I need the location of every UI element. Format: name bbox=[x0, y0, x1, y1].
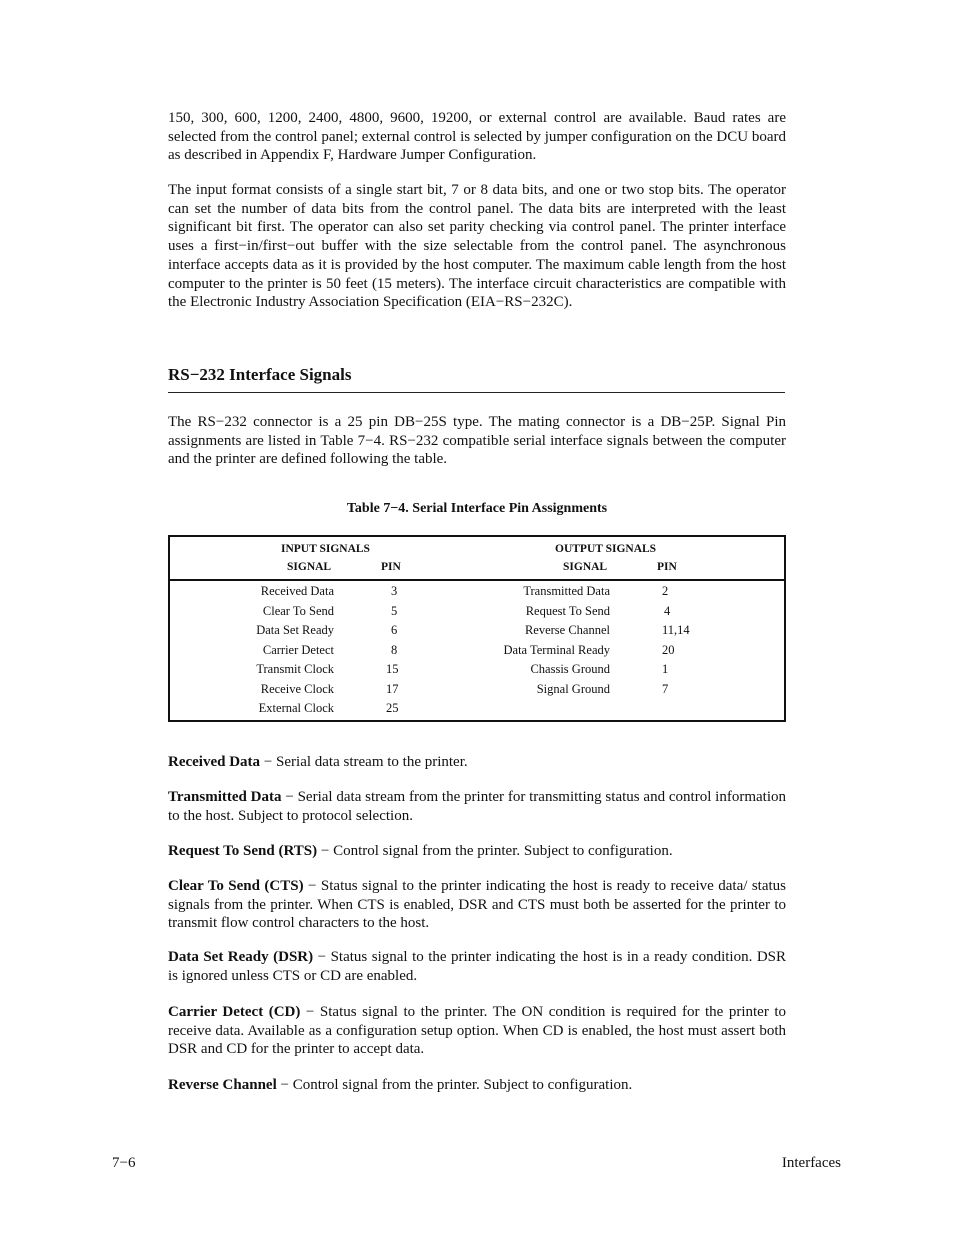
definition-separator: − bbox=[303, 878, 321, 894]
definition-separator: − bbox=[300, 1004, 320, 1020]
table-caption: Table 7−4. Serial Interface Pin Assignments bbox=[346, 501, 608, 516]
output-pin-column-header: PIN bbox=[657, 561, 677, 573]
heading-rule bbox=[168, 392, 785, 393]
output-signal-cell: Signal Ground bbox=[536, 682, 610, 696]
definition-reverse-channel bbox=[168, 1076, 786, 1095]
definition-separator: − bbox=[281, 789, 298, 805]
definition-text: Status signal to the printer indicating the host is in a ready condition. DSR is ignored unless CTS or CD are enabled. bbox=[168, 949, 787, 984]
section-heading: RS−232 Interface Signals bbox=[168, 365, 352, 384]
table-header-rule bbox=[170, 579, 784, 581]
definition-text: Control signal from the printer. Subject to configuration. bbox=[292, 1077, 633, 1093]
input-pin-cell: 6 bbox=[391, 623, 398, 637]
definition-carrier-detect bbox=[168, 1003, 786, 1059]
input-signal-cell: Received Data bbox=[260, 584, 334, 598]
definition-separator: − bbox=[313, 949, 331, 965]
definition-separator: − bbox=[276, 1077, 293, 1093]
definition-term: Reverse Channel bbox=[168, 1077, 277, 1093]
definition-term: Received Data bbox=[168, 754, 261, 770]
output-pin-cell: 11,14 bbox=[662, 623, 690, 637]
input-pin-cell: 3 bbox=[391, 584, 398, 598]
input-signal-cell: Carrier Detect bbox=[262, 643, 334, 657]
definition-data-set-ready bbox=[168, 948, 786, 985]
definition-term: Clear To Send (CTS) bbox=[168, 878, 304, 894]
input-pin-column-header: PIN bbox=[381, 561, 401, 573]
input-signal-cell: Transmit Clock bbox=[256, 662, 334, 676]
definition-text: Status signal to the printer. The ON condition is required for the printer to receive data. Available as a configuration setup option. When CD is enabled, the host must assert both DSR and CD for the printer to accept data. bbox=[168, 1004, 787, 1058]
definition-text: Control signal from the printer. Subject to configuration. bbox=[333, 843, 673, 859]
input-signal-cell: Data Set Ready bbox=[256, 623, 334, 637]
definition-request-to-send bbox=[168, 842, 786, 861]
definition-transmitted-data bbox=[168, 788, 786, 825]
definition-text: Serial data stream to the printer. bbox=[276, 754, 468, 770]
definition-term: Transmitted Data bbox=[168, 789, 282, 805]
input-format-paragraph: The input format consists of a single start bit, 7 or 8 data bits, and one or two stop bits. The operator can set the number of data bits from the control panel. The data bits are interpreted with the least significant bit first. The operator can also set parity checking via control panel. The printer interface uses a first−in/first−out buffer with the size selectable from the control panel. The asynchronous interface accepts data as it is provided by the host computer. The maximum cable length from the host computer to the printer is 50 feet (15 meters). The interface circuit characteristics are compatible with the Electronic Industry Association Specification (EIA−RS−232C). bbox=[168, 182, 786, 311]
output-signal-cell: Request To Send bbox=[525, 604, 610, 618]
output-pin-cell: 1 bbox=[662, 662, 669, 676]
definition-clear-to-send bbox=[168, 877, 786, 933]
output-signal-cell: Data Terminal Ready bbox=[503, 643, 610, 657]
input-pin-cell: 15 bbox=[386, 662, 399, 676]
output-pin-cell: 2 bbox=[662, 584, 669, 598]
footer-section-title: Interfaces bbox=[781, 1155, 841, 1171]
pin-assignment-table bbox=[168, 535, 786, 722]
input-signal-column-header: SIGNAL bbox=[287, 561, 332, 573]
definition-text: Serial data stream from the printer for transmitting status and control information to the host. Subject to protocol selection. bbox=[168, 789, 786, 824]
output-pin-cell: 7 bbox=[662, 682, 669, 696]
input-pin-cell: 8 bbox=[391, 643, 398, 657]
page-number: 7−6 bbox=[112, 1155, 136, 1171]
output-pin-cell: 20 bbox=[662, 643, 675, 657]
definition-separator: − bbox=[317, 843, 334, 859]
output-pin-cell: 4 bbox=[664, 604, 671, 618]
definition-term: Data Set Ready (DSR) bbox=[168, 949, 314, 965]
input-signal-cell: Receive Clock bbox=[260, 682, 334, 696]
input-pin-cell: 5 bbox=[391, 604, 398, 618]
output-signal-cell: Chassis Ground bbox=[530, 662, 610, 676]
definition-received-data bbox=[168, 753, 786, 772]
input-pin-cell: 17 bbox=[386, 682, 399, 696]
input-pin-cell: 25 bbox=[386, 701, 399, 715]
input-signal-cell: Clear To Send bbox=[262, 604, 334, 618]
output-signals-header: OUTPUT SIGNALS bbox=[555, 543, 657, 555]
input-signal-cell: External Clock bbox=[258, 701, 334, 715]
baud-rate-paragraph: 150, 300, 600, 1200, 2400, 4800, 9600, 19200, or external control are available. Baud rates are selected from the control panel; external control is selected by jumper configuration on the DCU board as described in Appendix F, Hardware Jumper Configuration. bbox=[168, 110, 786, 164]
output-signal-cell: Transmitted Data bbox=[523, 584, 610, 598]
output-signal-column-header: SIGNAL bbox=[563, 561, 608, 573]
definition-separator: − bbox=[260, 754, 277, 770]
definition-term: Request To Send (RTS) bbox=[168, 843, 318, 859]
output-signal-cell: Reverse Channel bbox=[524, 623, 610, 637]
definition-term: Carrier Detect (CD) bbox=[168, 1004, 301, 1020]
input-signals-header: INPUT SIGNALS bbox=[281, 543, 370, 555]
definition-text: Status signal to the printer indicating the host is ready to receive data/ status signals from the printer. When CTS is enabled, DSR and CTS must both be asserted for the printer to transmit flow control characters to the host. bbox=[168, 878, 786, 932]
connector-paragraph: The RS−232 connector is a 25 pin DB−25S type. The mating connector is a DB−25P. Signal Pin assignments are listed in Table 7−4. RS−232 compatible serial interface signals between the computer and the printer are defined following the table. bbox=[168, 414, 786, 468]
